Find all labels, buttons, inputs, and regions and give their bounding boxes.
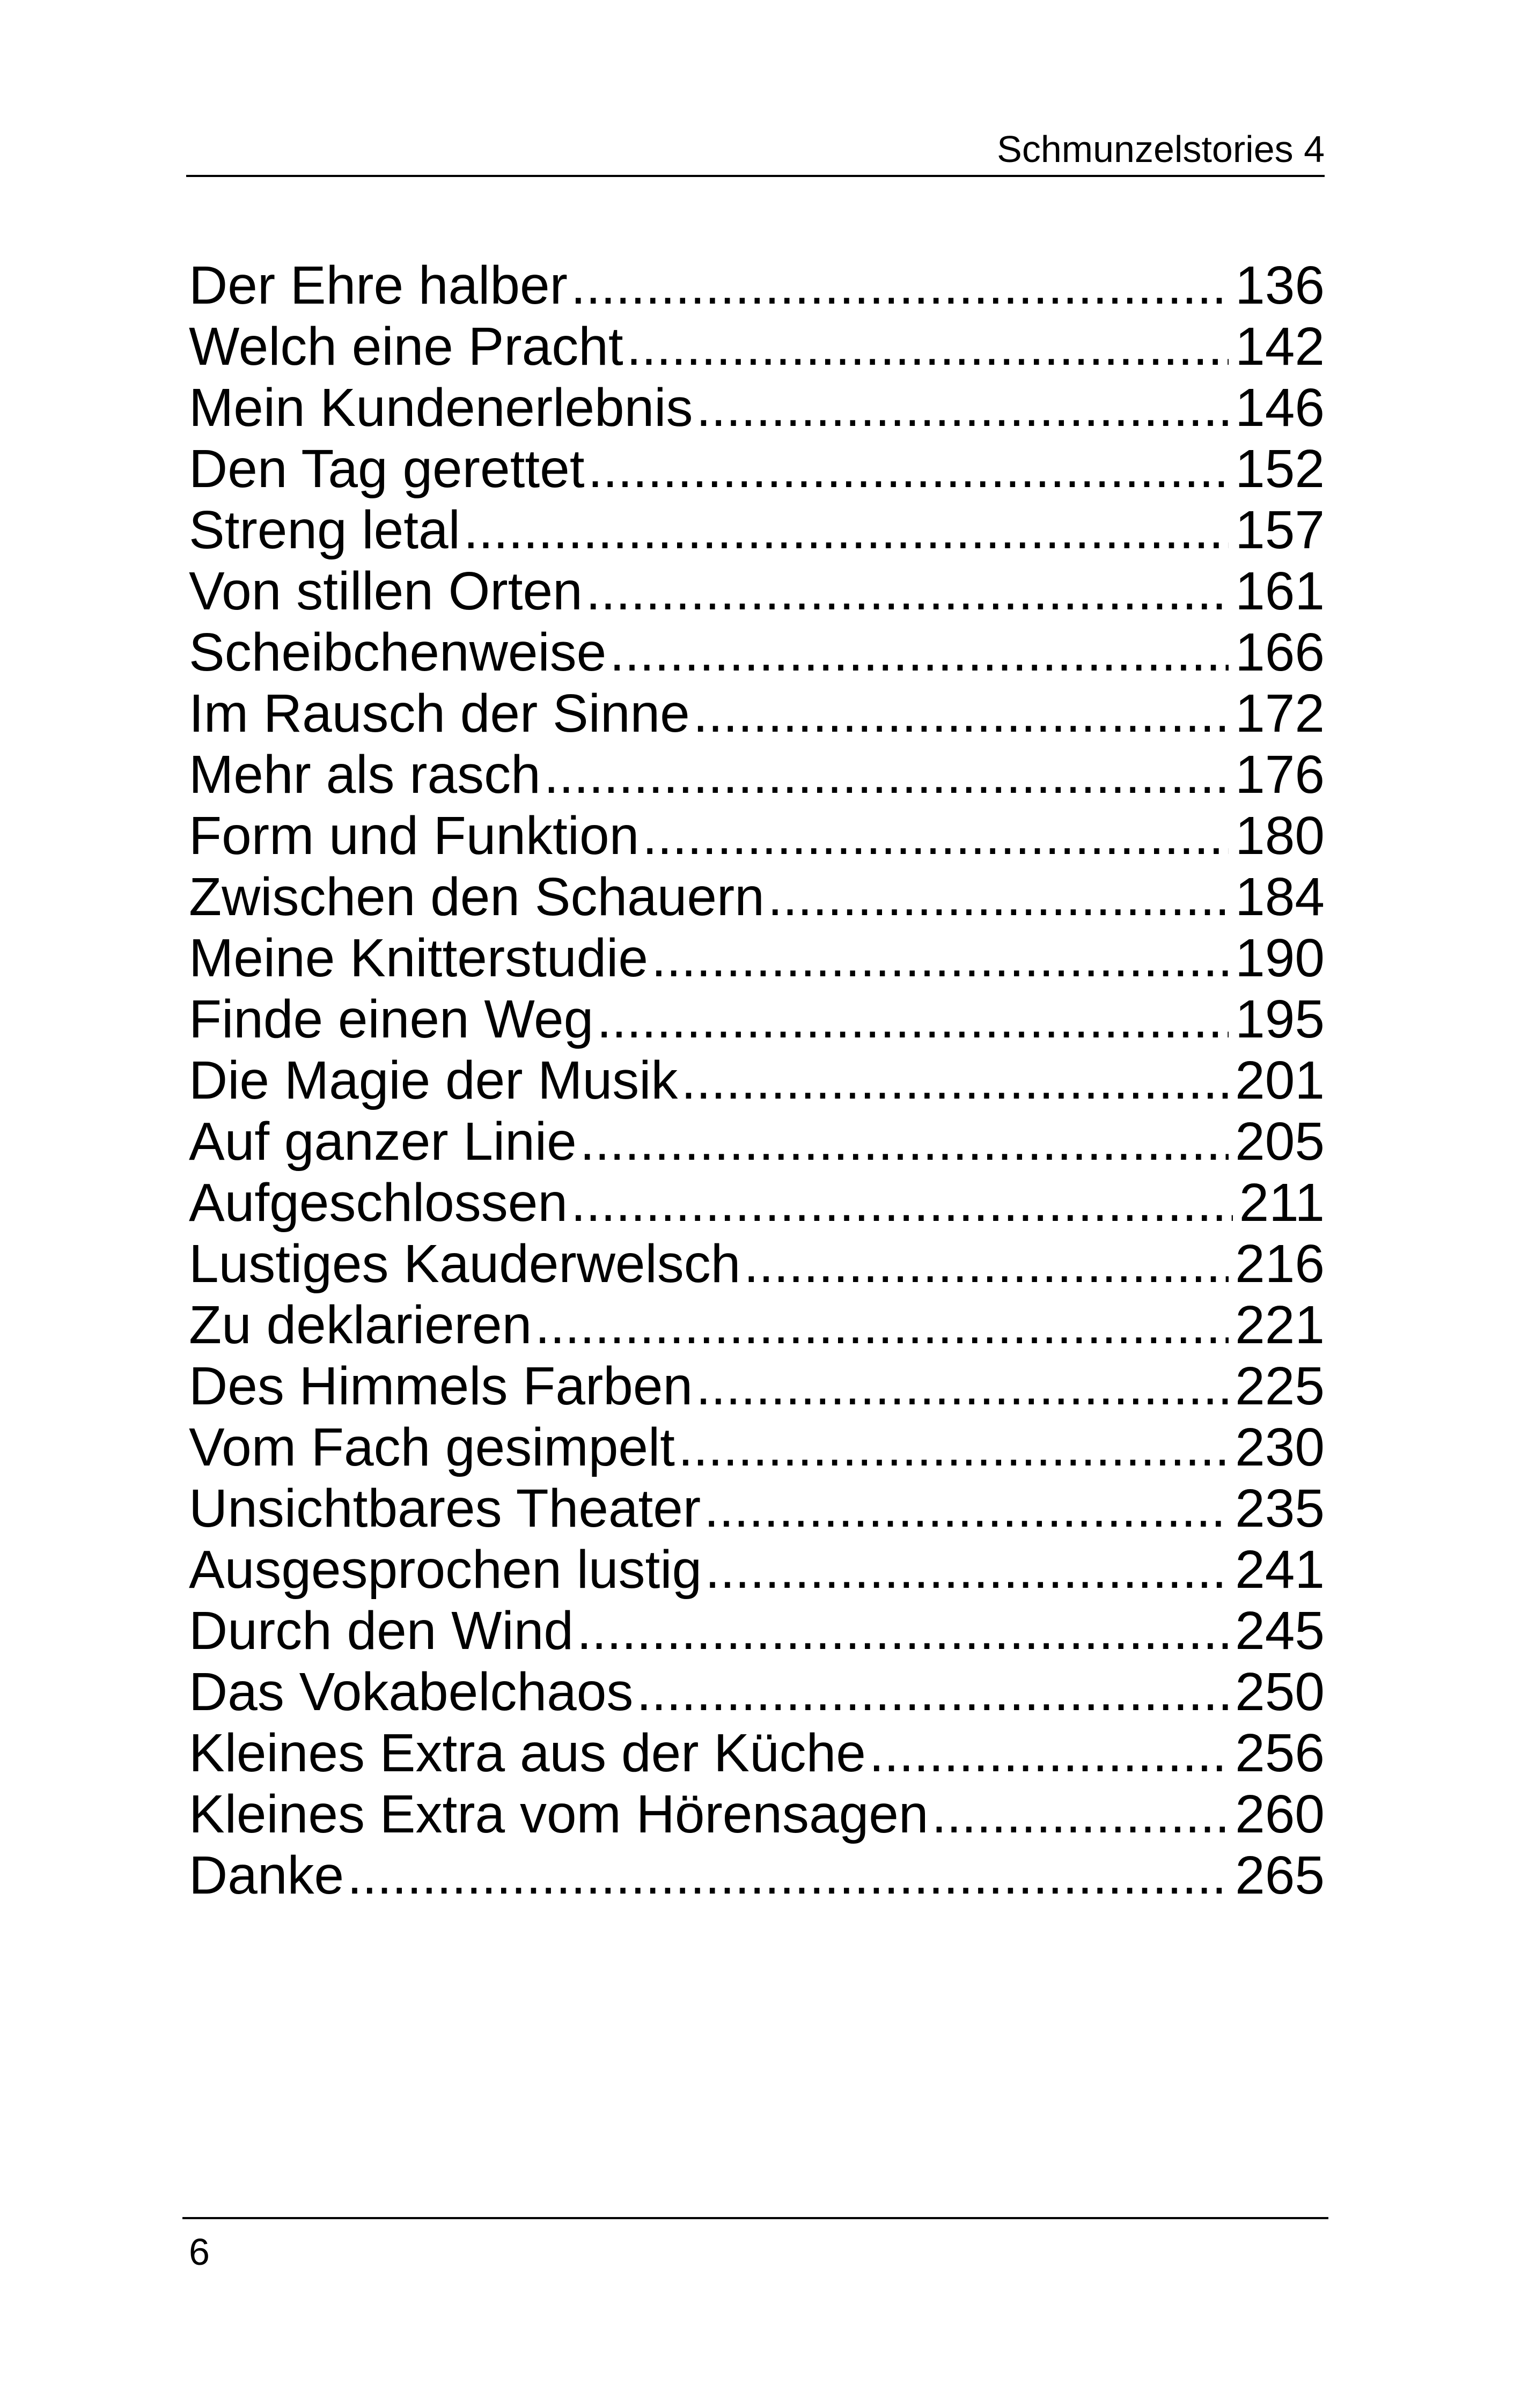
toc-entry xyxy=(189,1722,1325,1784)
toc-entry xyxy=(189,1784,1325,1845)
toc-entry-title: Mein Kundenerlebnis xyxy=(189,378,693,438)
toc-entry-page: 250 xyxy=(1235,1662,1325,1722)
toc-entry-page: 152 xyxy=(1235,439,1325,499)
toc-entry xyxy=(189,1661,1325,1722)
toc-entry-page: 205 xyxy=(1235,1111,1325,1172)
toc-dot-leader xyxy=(651,927,1229,989)
toc-dot-leader xyxy=(705,1539,1229,1600)
toc-entry xyxy=(189,438,1325,499)
toc-entry-title: Streng letal xyxy=(189,500,460,560)
toc-entry-page: 245 xyxy=(1235,1601,1325,1661)
toc-entry-page: 190 xyxy=(1235,928,1325,988)
running-footer xyxy=(182,2217,1328,2273)
toc-dot-leader xyxy=(627,316,1229,377)
toc-entry-page: 172 xyxy=(1235,683,1325,743)
running-header-title: Schmunzelstories 4 xyxy=(997,128,1325,170)
toc-entry-page: 221 xyxy=(1235,1295,1325,1355)
toc-dot-leader xyxy=(696,1356,1229,1417)
toc-entry-page: 136 xyxy=(1235,255,1325,315)
toc-entry xyxy=(189,683,1325,744)
running-header xyxy=(186,123,1325,177)
toc-entry xyxy=(189,1050,1325,1111)
toc-entry-title: Der Ehre halber xyxy=(189,255,568,315)
toc-entry xyxy=(189,1600,1325,1661)
toc-entry-page: 230 xyxy=(1235,1417,1325,1477)
toc-dot-leader xyxy=(571,1172,1233,1233)
toc-entry xyxy=(189,1845,1325,1906)
toc-dot-leader xyxy=(544,744,1229,805)
toc-entry-title: Welch eine Pracht xyxy=(189,316,623,377)
toc-entry xyxy=(189,316,1325,377)
toc-entry-title: Von stillen Orten xyxy=(189,561,583,621)
toc-dot-leader xyxy=(571,255,1229,316)
toc-entry xyxy=(189,622,1325,683)
toc-entry-page: 216 xyxy=(1235,1234,1325,1294)
toc-entry-title: Meine Knitterstudie xyxy=(189,928,649,988)
toc-dot-leader xyxy=(588,438,1229,499)
toc-entry-page: 166 xyxy=(1235,622,1325,682)
toc-dot-leader xyxy=(693,683,1229,744)
toc-entry xyxy=(189,1417,1325,1478)
toc-entry-page: 146 xyxy=(1235,378,1325,438)
toc-entry-page: 235 xyxy=(1235,1478,1325,1538)
toc-entry xyxy=(189,1356,1325,1417)
toc-entry-title: Kleines Extra aus der Küche xyxy=(189,1723,866,1783)
toc-entry-page: 184 xyxy=(1235,867,1325,927)
toc-entry-page: 265 xyxy=(1235,1845,1325,1905)
toc-entry-page: 201 xyxy=(1235,1050,1325,1110)
toc-entry xyxy=(189,927,1325,989)
toc-entry-title: Finde einen Weg xyxy=(189,989,594,1049)
toc-entry-title: Durch den Wind xyxy=(189,1601,574,1661)
toc-dot-leader xyxy=(681,1050,1229,1111)
toc-entry xyxy=(189,989,1325,1050)
toc-dot-leader xyxy=(744,1233,1229,1294)
toc-dot-leader xyxy=(586,561,1229,622)
toc-dot-leader xyxy=(678,1417,1229,1478)
toc-dot-leader xyxy=(696,377,1229,438)
toc-entry xyxy=(189,1172,1325,1233)
toc-entry-title: Auf ganzer Linie xyxy=(189,1111,577,1172)
toc-dot-leader xyxy=(580,1111,1229,1172)
toc-entry-page: 180 xyxy=(1235,806,1325,866)
toc-entry-title: Die Magie der Musik xyxy=(189,1050,678,1110)
toc-entry-title: Lustiges Kauderwelsch xyxy=(189,1234,741,1294)
toc-entry-title: Unsichtbares Theater xyxy=(189,1478,701,1538)
toc-entry-page: 256 xyxy=(1235,1723,1325,1783)
toc-entry-title: Danke xyxy=(189,1845,344,1905)
toc-entry xyxy=(189,744,1325,805)
toc-entry-title: Den Tag gerettet xyxy=(189,439,585,499)
toc-dot-leader xyxy=(597,989,1229,1050)
toc-dot-leader xyxy=(768,866,1229,927)
toc-entry-title: Des Himmels Farben xyxy=(189,1356,693,1416)
toc-dot-leader xyxy=(464,499,1229,561)
toc-entry-title: Vom Fach gesimpelt xyxy=(189,1417,675,1477)
toc-entry xyxy=(189,1233,1325,1294)
toc-entry xyxy=(189,1539,1325,1600)
toc-dot-leader xyxy=(931,1784,1229,1845)
toc-entry-title: Form und Funktion xyxy=(189,806,640,866)
toc-dot-leader xyxy=(636,1661,1229,1722)
toc-entry xyxy=(189,805,1325,866)
toc-dot-leader xyxy=(704,1478,1229,1539)
toc-dot-leader xyxy=(609,622,1229,683)
toc-entry-page: 176 xyxy=(1235,745,1325,805)
toc-dot-leader xyxy=(347,1845,1229,1906)
toc-entry-page: 142 xyxy=(1235,316,1325,377)
toc-entry xyxy=(189,1294,1325,1356)
toc-entry xyxy=(189,499,1325,561)
toc-entry-page: 157 xyxy=(1235,500,1325,560)
toc-entry xyxy=(189,866,1325,927)
toc-entry-title: Ausgesprochen lustig xyxy=(189,1540,702,1600)
toc-dot-leader xyxy=(869,1722,1229,1784)
toc-entry-page: 161 xyxy=(1235,561,1325,621)
toc-entry-title: Zu deklarieren xyxy=(189,1295,532,1355)
toc-entry-title: Im Rausch der Sinne xyxy=(189,683,690,743)
table-of-contents xyxy=(189,255,1325,1906)
toc-dot-leader xyxy=(535,1294,1229,1356)
toc-dot-leader xyxy=(577,1600,1229,1661)
toc-dot-leader xyxy=(642,805,1229,866)
toc-entry-title: Mehr als rasch xyxy=(189,745,541,805)
toc-entry xyxy=(189,377,1325,438)
toc-entry xyxy=(189,255,1325,316)
toc-entry xyxy=(189,1478,1325,1539)
toc-entry-title: Zwischen den Schauern xyxy=(189,867,765,927)
toc-entry-page: 241 xyxy=(1235,1540,1325,1600)
page-number: 6 xyxy=(189,2231,210,2273)
toc-entry-title: Aufgeschlossen xyxy=(189,1173,568,1233)
toc-entry-title: Kleines Extra vom Hörensagen xyxy=(189,1784,929,1844)
toc-entry-page: 225 xyxy=(1235,1356,1325,1416)
toc-entry-title: Scheibchenweise xyxy=(189,622,607,682)
toc-entry-title: Das Vokabelchaos xyxy=(189,1662,634,1722)
toc-entry xyxy=(189,561,1325,622)
toc-entry-page: 211 xyxy=(1239,1173,1325,1233)
toc-entry-page: 195 xyxy=(1235,989,1325,1049)
toc-entry-page: 260 xyxy=(1235,1784,1325,1844)
toc-entry xyxy=(189,1111,1325,1172)
